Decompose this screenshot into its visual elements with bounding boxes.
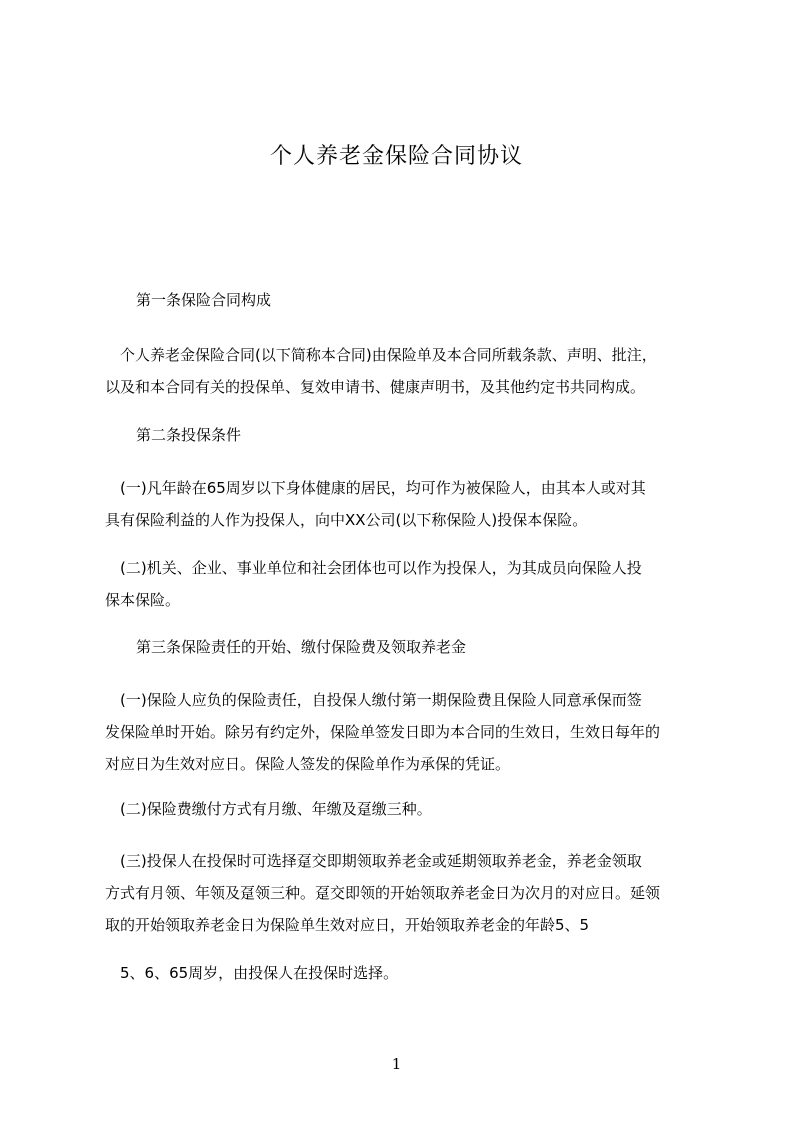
paragraph-line: 个人养老金保险合同(以下简称本合同)由保险单及本合同所载条款、声明、批注， [105,346,657,364]
section-3-paragraph-3 [105,845,705,941]
section-3-paragraph-4 [105,957,705,989]
paragraph-line: (三)投保人在投保时可选择趸交即期领取养老金或延期领取养老金，养老金领取 [105,852,642,870]
section-heading-1: 第一条保险合同构成 [136,291,272,309]
paragraph-line: 具有保险利益的人作为投保人，向中XX公司(以下称保险人)投保本保险。 [105,511,588,529]
section-2-paragraph-2 [105,552,705,616]
paragraph-line: 保本保险。 [105,591,181,609]
section-1-paragraph-1 [105,339,705,403]
paragraph-line: (一)保险人应负的保险责任，自投保人缴付第一期保险费且保险人同意承保而签 [105,691,642,709]
page-number: 1 [391,1055,402,1073]
paragraph-line: 5、6、65周岁，由投保人在投保时选择。 [105,964,399,982]
paragraph-line: 取的开始领取养老金日为保险单生效对应日，开始领取养老金的年龄5、5 [105,916,590,934]
section-3-paragraph-2 [105,793,705,825]
paragraph-line: (一)凡年龄在65周岁以下身体健康的居民，均可作为被保险人，由其本人或对其 [105,479,646,497]
paragraph-line: 对应日为生效对应日。保险人签发的保险单作为承保的凭证。 [105,755,511,773]
paragraph-line: 方式有月领、年领及趸领三种。趸交即领的开始领取养老金日为次月的对应日。延领 [105,884,661,902]
document-title: 个人养老金保险合同协议 [269,144,523,169]
section-heading-3: 第三条保险责任的开始、缴付保险费及领取养老金 [136,638,467,656]
section-3-paragraph-1 [105,684,705,780]
paragraph-line: 发保险单时开始。除另有约定外，保险单签发日即为本合同的生效日，生效日每年的 [105,723,661,741]
paragraph-line: 以及和本合同有关的投保单、复效申请书、健康声明书，及其他约定书共同构成。 [105,378,646,396]
paragraph-line: (二)机关、企业、事业单位和社会团体也可以作为投保人，为其成员向保险人投 [105,559,642,577]
paragraph-line: (二)保险费缴付方式有月缴、年缴及趸缴三种。 [105,800,432,818]
section-heading-2: 第二条投保条件 [136,426,242,444]
section-2-paragraph-1 [105,472,705,536]
